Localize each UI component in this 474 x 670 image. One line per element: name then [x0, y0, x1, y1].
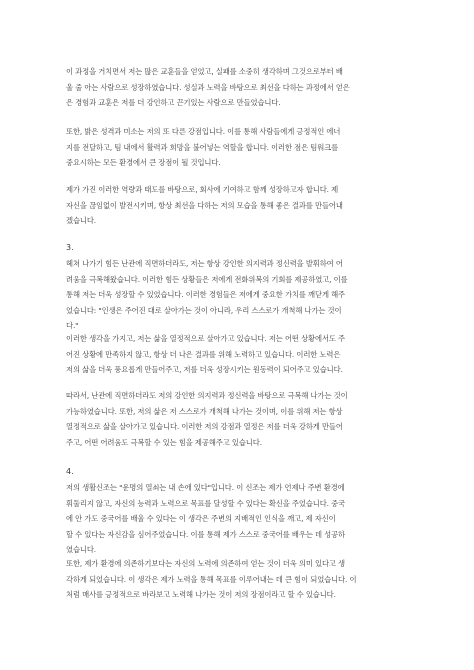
text-line: 휘둘리지 않고, 자신의 능력과 노력으로 목표를 달성할 수 있다는 확신을 주었습니다. 중국	[66, 498, 346, 508]
text-line: 다."	[66, 321, 79, 330]
text-line: 울 줄 아는 사람으로 성장하였습니다. 성실과 노력을 바탕으로 최선을 다하는 과정에서 얻은	[66, 82, 350, 92]
text-line: 에 안 가도 중국어를 배울 수 있다는 이 생각은 주변의 지배적인 인식을 깨고, 제 자신이	[66, 514, 336, 523]
text-line: 은 경험과 교훈은 저를 더 강인하고 끈기있는 사람으로 만들었습니다.	[66, 98, 281, 107]
section-number-3: 3.	[66, 243, 74, 252]
text-line: 였습니다.	[66, 545, 97, 554]
paragraph-lessons	[66, 64, 411, 111]
paragraph-overcoming	[66, 256, 411, 334]
text-line: 었습니다: "인생은 주어진 대로 살아가는 것이 아니라, 우리 스스로가 개척해 나가는 것이	[66, 305, 342, 315]
paragraph-contribution	[66, 182, 411, 229]
text-line: 저의 생활신조는 "운명의 열쇠는 내 손에 있다"입니다. 이 신조는 제가 언제나 주변 환경에	[66, 483, 345, 492]
text-line: 이 과정을 거치면서 저는 많은 교훈들을 얻었고, 실패를 소중히 생각하며 그것으로부터 배	[66, 67, 343, 76]
text-line: 려움을 극복해왔습니다. 이러한 힘든 상황들은 저에게 전화위복의 기회를 제공하였고, 이를	[66, 274, 348, 284]
paragraph-strength	[66, 388, 411, 450]
text-line: 제가 가진 이러한 역량과 태도를 바탕으로, 회사에 기여하고 함께 성장하고자 합니다. 제	[66, 185, 339, 194]
text-line: 각하게 되었습니다. 이 생각은 제가 노력을 통해 목표를 이루어내는 데 큰 힘이 되었습니다. 이	[66, 574, 357, 584]
text-line: 통해 저는 더욱 성장할 수 있었습니다. 이러한 경험들은 저에게 중요한 가치를 깨닫게 해주	[66, 290, 346, 299]
text-line: 주고, 어떤 어려움도 극복할 수 있는 힘을 제공해주고 있습니다.	[66, 437, 262, 447]
section-number-4: 4.	[66, 467, 74, 476]
paragraph-personality	[66, 124, 411, 171]
text-line: 지를 전달하고, 팀 내에서 활력과 희망을 불어넣는 역할을 합니다. 이러한 점은 팀워크를	[66, 142, 339, 152]
text-line: 할 수 있다는 자신감을 심어주었습니다. 이를 통해 제가 스스로 중국어를 배우는 데 성공하	[66, 529, 346, 539]
text-line: 겠습니다.	[66, 216, 97, 225]
text-line: 또한, 제가 환경에 의존하기보다는 자신의 노력에 의존하여 얻는 것이 더욱 의미 있다고 생	[66, 559, 346, 568]
text-line: 또한, 밝은 성격과 미소는 저의 또 다른 강점입니다. 이를 통해 사람들에게 긍정적인 에너	[66, 127, 341, 136]
paragraph-life-motto	[66, 480, 411, 558]
text-line: 처럼 매사를 긍정적으로 바라보고 노력해 나가는 것이 저의 장점이라고 할 수 있습니다.	[66, 590, 336, 599]
text-line: 저의 삶을 더욱 풍요롭게 만들어주고, 저를 더욱 성장시키는 원동력이 되어주고 있습니다.	[66, 365, 343, 374]
paragraph-self-reliance	[66, 556, 411, 603]
text-line: 이러한 생각을 가지고, 저는 삶을 열정적으로 살아가고 있습니다. 저는 어떤 상황에서도 주	[66, 334, 346, 343]
text-line: 따라서, 난관에 직면하더라도 저의 강인한 의지력과 정신력을 바탕으로 극복해 나가는 것이	[66, 391, 348, 400]
text-line: 가능하였습니다. 또한, 저의 삶은 저 스스로가 개척해 나가는 것이며, 이를 위해 저는 항상	[66, 406, 343, 416]
text-line: 자신을 끊임없이 발전시키며, 항상 최선을 다하는 저의 모습을 통해 좋은 결과를 만들어내	[66, 200, 343, 210]
text-line: 어진 상황에 만족하지 않고, 항상 더 나은 결과를 위해 노력하고 있습니다. 이러한 노력은	[66, 349, 341, 359]
text-line: 헤쳐 나가기 힘든 난관에 직면하더라도, 저는 항상 강인한 의지력과 정신력을 발휘하여 어	[66, 259, 343, 268]
text-line: 중요시하는 모든 환경에서 큰 장점이 될 것입니다.	[66, 158, 221, 167]
text-line: 열정적으로 삶을 살아가고 있습니다. 이러한 저의 강점과 열정은 저를 더욱 강하게 만들어	[66, 422, 343, 431]
paragraph-passion	[66, 331, 411, 378]
